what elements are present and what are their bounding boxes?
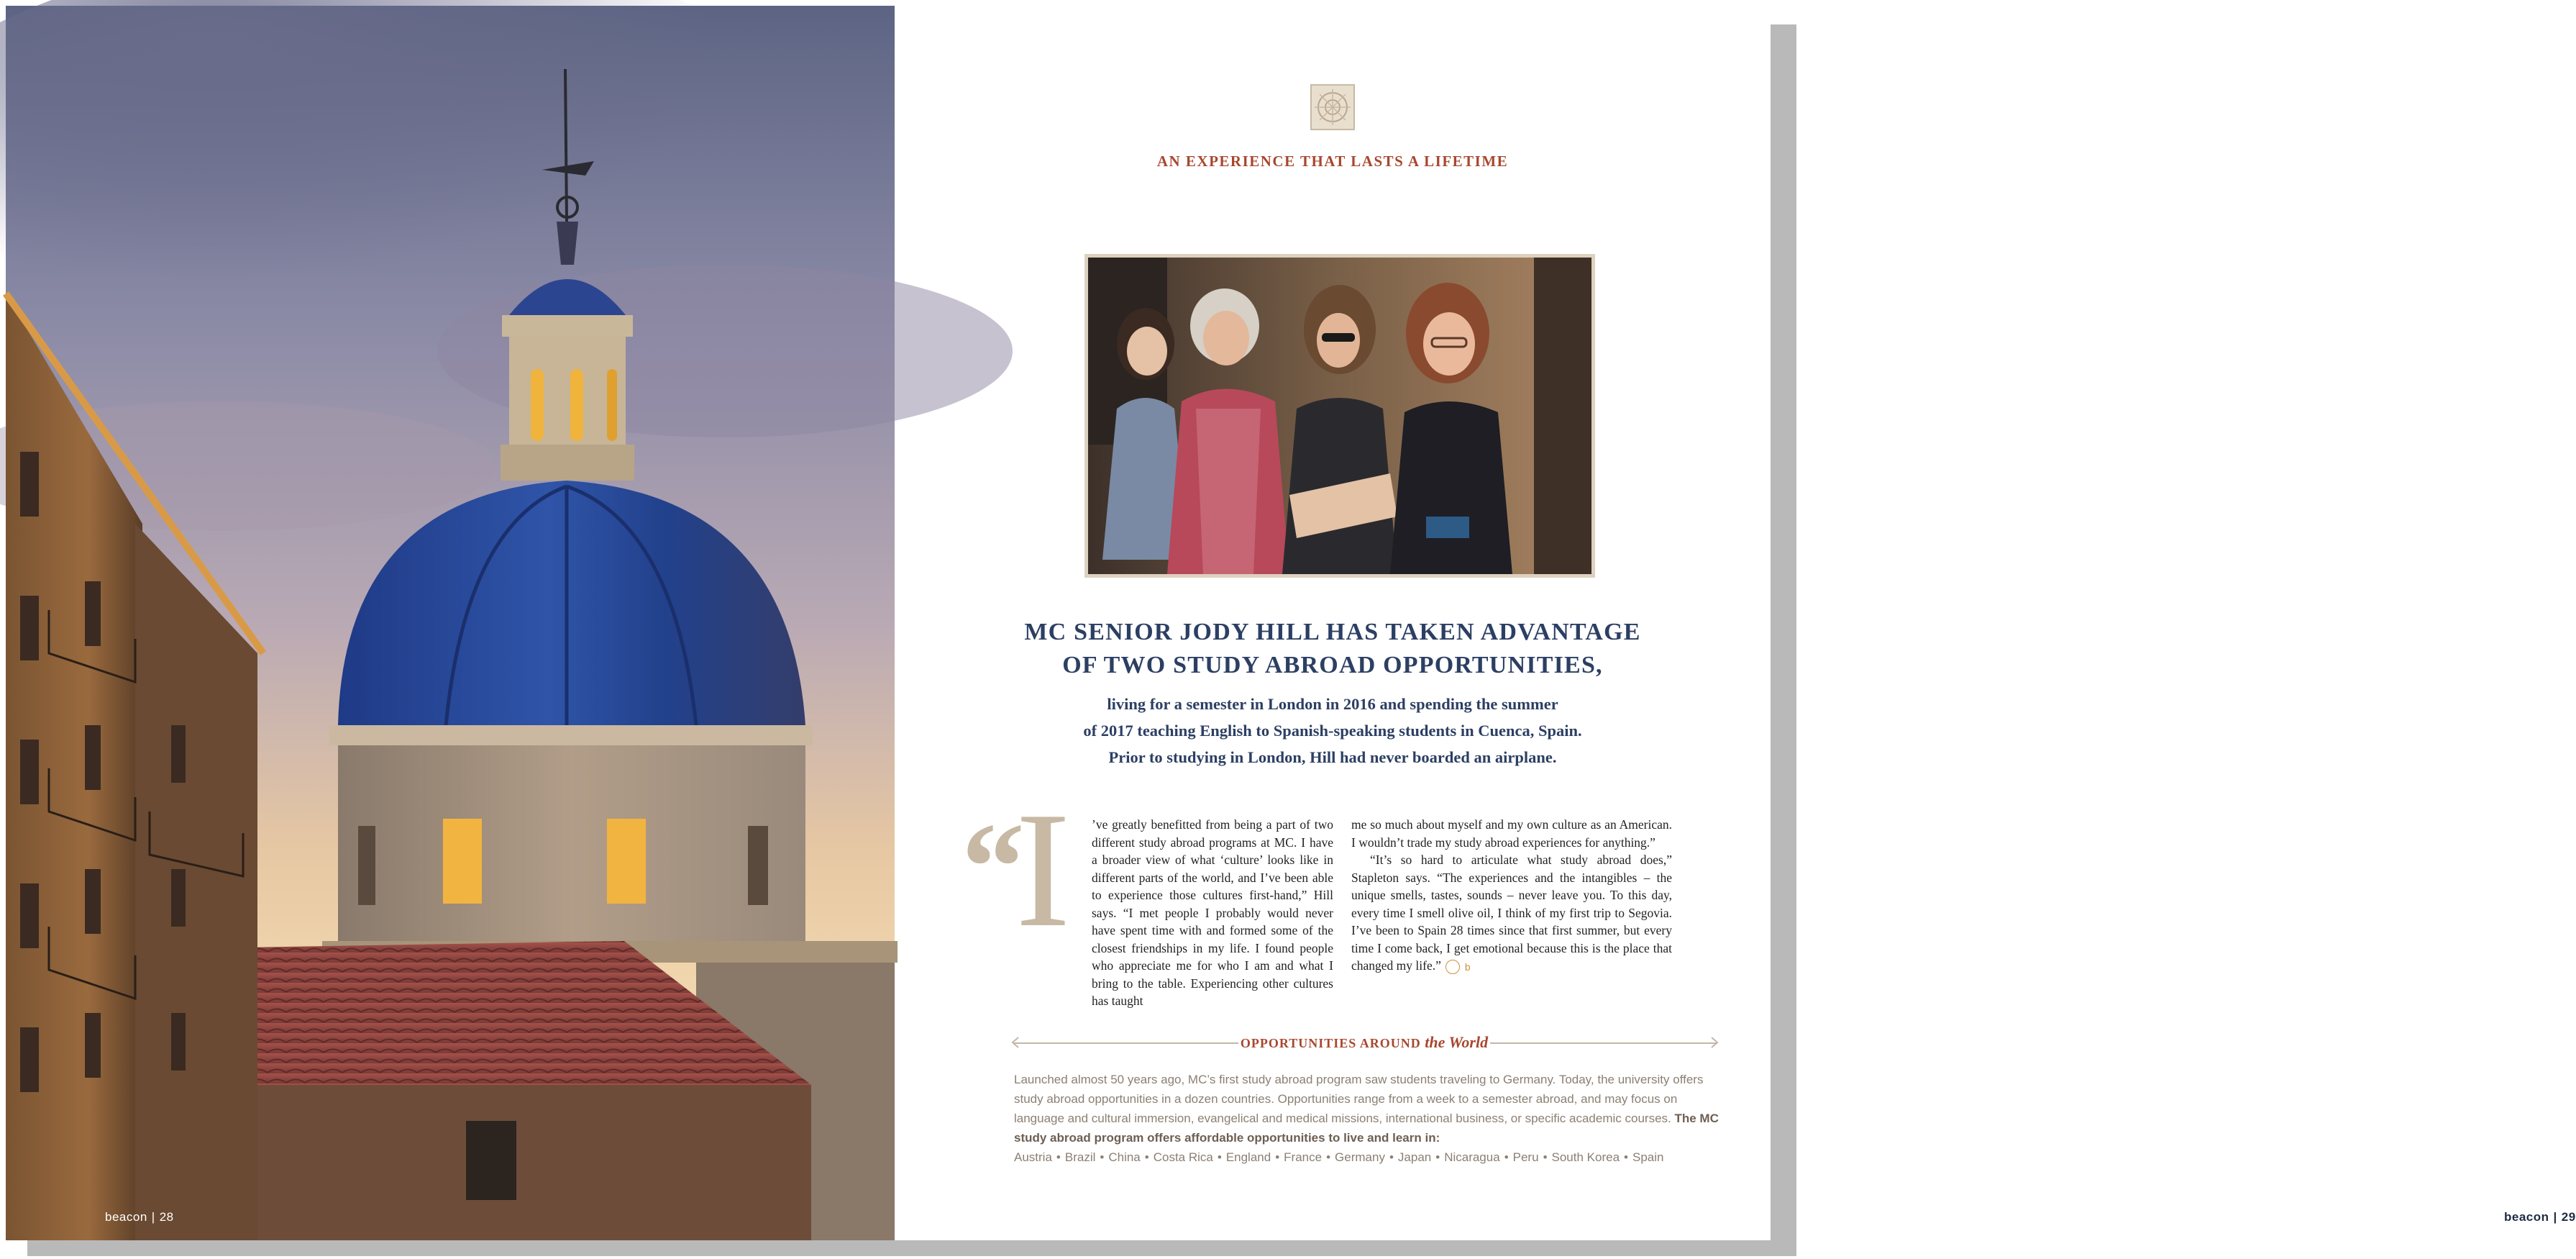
folio-right xyxy=(2504,1210,2576,1224)
section-body xyxy=(1014,1070,1719,1167)
country-list xyxy=(1014,1147,1719,1167)
body-column-2 xyxy=(1351,816,1672,975)
section-title xyxy=(1238,1033,1490,1052)
ornament-icon xyxy=(1310,83,1356,131)
country-separator: • xyxy=(1389,1150,1394,1164)
country-item: England xyxy=(1225,1150,1271,1164)
magazine-spread xyxy=(6,6,2576,1240)
country-item: China xyxy=(1108,1150,1141,1164)
deck-line-3: Prior to studying in London, Hill had never boarded an airplane. xyxy=(1108,748,1557,766)
country-item: Germany xyxy=(1335,1150,1385,1164)
right-page xyxy=(895,6,2576,1240)
quote-paragraph-3 xyxy=(1351,851,1672,975)
kicker: AN EXPERIENCE THAT LASTS A LIFETIME xyxy=(1156,153,1509,170)
headline-line-1: MC SENIOR JODY HILL HAS TAKEN ADVANTAGE xyxy=(1024,619,1641,645)
page-number: 28 xyxy=(159,1210,174,1224)
country-separator: • xyxy=(1144,1150,1149,1164)
country-item: Costa Rica xyxy=(1153,1150,1213,1164)
headline xyxy=(895,616,1771,682)
folio-separator: | xyxy=(151,1210,155,1224)
country-separator: • xyxy=(1100,1150,1105,1164)
section-title-italic: the World xyxy=(1425,1033,1489,1051)
country-separator: • xyxy=(1435,1150,1440,1164)
country-item: Nicaragua xyxy=(1444,1150,1500,1164)
country-separator: • xyxy=(1326,1150,1331,1164)
country-item: Japan xyxy=(1397,1150,1432,1164)
deck xyxy=(895,691,1771,771)
folio-brand: beacon xyxy=(105,1210,147,1224)
cathedral-photo xyxy=(6,6,895,1240)
page-number: 29 xyxy=(2561,1210,2576,1224)
section-paragraph xyxy=(1014,1070,1719,1147)
students-photo xyxy=(1084,254,1595,578)
dropcap: I xyxy=(1015,778,1071,961)
country-item: Spain xyxy=(1632,1150,1664,1164)
folio-left xyxy=(105,1210,174,1224)
country-separator: • xyxy=(1056,1150,1061,1164)
section-body-bold: The MC study abroad program offers affordable opportunities to live and learn in: xyxy=(1014,1112,1719,1145)
country-separator: • xyxy=(1624,1150,1628,1164)
quote-mark: “ xyxy=(962,797,1025,937)
divider-arrow-right-icon xyxy=(1712,1037,1717,1047)
end-mark-icon: b xyxy=(1445,960,1460,974)
headline-line-2: OF TWO STUDY ABROAD OPPORTUNITIES, xyxy=(1062,652,1603,678)
country-separator: • xyxy=(1217,1150,1222,1164)
divider-left xyxy=(1014,1042,1238,1044)
deck-line-2: of 2017 teaching English to Spanish-speaking students in Cuenca, Spain. xyxy=(1083,722,1582,740)
folio-separator: | xyxy=(2553,1210,2557,1224)
quote-paragraph-2: me so much about myself and my own culture as an American. I wouldn’t trade my study abroad experiences for anything.” xyxy=(1351,817,1672,850)
country-separator: • xyxy=(1275,1150,1280,1164)
divider-right xyxy=(1490,1042,1717,1044)
country-separator: • xyxy=(1504,1150,1509,1164)
quote-paragraph-1: ’ve greatly benefitted from being a part of two different study abroad programs at MC. I have a broader view of what ‘culture’ looks like in different parts of the world, and I’ve been able to experience those cultures first-hand,” Hill says. “I met people I probably would never have spent time with and formed some of the closest friendships in my life. I found people who appreciate me for who I am and what I bring to the table. Experiencing other cultures has taught xyxy=(1092,817,1333,1008)
body-column-1 xyxy=(1014,816,1333,1010)
country-item: South Korea xyxy=(1551,1150,1620,1164)
country-item: France xyxy=(1284,1150,1323,1164)
country-separator: • xyxy=(1543,1150,1548,1164)
deck-line-1: living for a semester in London in 2016 and spending the summer xyxy=(1107,695,1558,713)
folio-brand: beacon xyxy=(2504,1210,2549,1224)
country-item: Brazil xyxy=(1064,1150,1096,1164)
section-title-main: OPPORTUNITIES AROUND xyxy=(1240,1036,1425,1050)
quote-paragraph-3-text: “It’s so hard to articulate what study abroad does,” Stapleton says. “The experiences and the intangibles – the unique smells, tastes, sounds – never leave you. To this day, every time I smell olive oil, I think of my first trip to Segovia. I’ve been to Spain 28 times since that first summer, but every time I come back, I get emotional because this is the place that changed my life.” xyxy=(1351,853,1672,973)
section-body-text: Launched almost 50 years ago, MC’s first study abroad program saw students traveling to Germany. Today, the university offers study abroad opportunities in a dozen countries. Opportunities range from a week to a semester abroad, and may focus on language and cultural immersion, evangelical and medical missions, international business, or specific academic courses. xyxy=(1014,1073,1704,1125)
country-item: Peru xyxy=(1512,1150,1539,1164)
country-item: Austria xyxy=(1014,1150,1052,1164)
